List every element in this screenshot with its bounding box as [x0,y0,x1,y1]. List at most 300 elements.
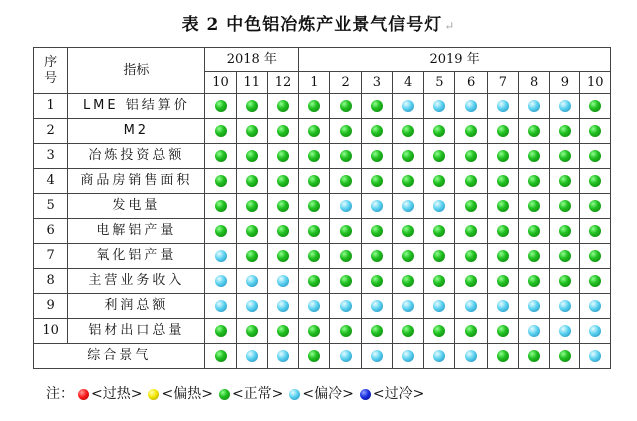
signal-cell [267,269,298,294]
signal-cell [361,94,392,119]
signal-cell [424,169,455,194]
row-indicator: 氧化铝产量 [68,244,205,269]
signal-cool-icon [215,275,227,287]
row-seq: 1 [34,94,68,119]
signal-cell [550,294,580,319]
signal-cell [455,294,487,319]
signal-cell [518,344,549,369]
signal-cell [236,269,267,294]
signal-cell [330,169,361,194]
signal-cell [205,194,236,219]
signal-cell [330,319,361,344]
signal-cool-icon [308,300,320,312]
signal-normal-icon [308,100,320,112]
signal-cool-icon [402,350,414,362]
month-header: 5 [424,72,455,94]
row-indicator: M2 [68,119,205,144]
signal-cool-icon [559,100,571,112]
signal-cool-icon [246,350,258,362]
signal-normal-icon [589,225,601,237]
signal-normal-icon [215,325,227,337]
signal-normal-icon [246,100,258,112]
row-indicator: 电解铝产量 [68,219,205,244]
signal-cell [487,319,518,344]
row-indicator: 商品房销售面积 [68,169,205,194]
month-header: 3 [361,72,392,94]
signal-normal-icon [433,175,445,187]
month-header: 1 [299,72,330,94]
signal-cell [299,169,330,194]
signal-normal-icon [528,200,540,212]
signal-normal-icon [277,125,289,137]
signal-cell [550,194,580,219]
signal-normal-icon [308,175,320,187]
signal-normal-icon [371,175,383,187]
year-2018-header: 2018 年 [205,48,299,72]
signal-cell [267,294,298,319]
signal-normal-icon [277,100,289,112]
signal-cell [424,194,455,219]
signal-cool-icon [246,300,258,312]
signal-normal-icon [465,250,477,262]
signal-normal-icon [433,125,445,137]
signal-normal-icon [340,275,352,287]
signal-normal-icon [559,175,571,187]
signal-cell [236,294,267,319]
legend-label: <过冷> [372,386,425,402]
signal-cell [299,294,330,319]
signal-cell [518,94,549,119]
signal-cell [267,344,298,369]
signal-cell [330,269,361,294]
signal-normal-icon [528,225,540,237]
signal-cell [455,144,487,169]
row-seq: 8 [34,269,68,294]
signal-cell [330,294,361,319]
signal-cool-icon [559,325,571,337]
signal-cool-icon [433,300,445,312]
signal-cell [205,269,236,294]
signal-normal-icon [497,175,509,187]
signal-normal-icon [465,150,477,162]
signal-normal-icon [246,125,258,137]
signal-normal-icon [465,225,477,237]
signal-cell [487,244,518,269]
signal-cell [580,244,611,269]
signal-normal-icon [215,175,227,187]
row-indicator: 铝材出口总量 [68,319,205,344]
signal-normal-icon [215,100,227,112]
signal-normal-icon [465,325,477,337]
signal-cool-icon [289,389,300,400]
signal-cell [205,344,236,369]
signal-cell [580,194,611,219]
signal-cell [455,194,487,219]
signal-cell [205,119,236,144]
signal-normal-icon [308,275,320,287]
signal-cell [392,94,423,119]
signal-cell [392,344,423,369]
table-title-text: 表 2 中色铝冶炼产业景气信号灯 [181,15,443,35]
signal-cell [487,219,518,244]
legend-item-hot [78,383,142,403]
signal-cell [424,219,455,244]
year-2019-header: 2019 年 [299,48,611,72]
signal-cell [455,269,487,294]
signal-normal-icon [433,250,445,262]
signal-cool-icon [215,300,227,312]
table-row [34,319,611,344]
signal-normal-icon [433,275,445,287]
signal-cell [550,144,580,169]
signal-normal-icon [246,225,258,237]
signal-cell [550,169,580,194]
signal-normal-icon [371,100,383,112]
signal-normal-icon [559,250,571,262]
signal-cell [361,194,392,219]
signal-cell [392,269,423,294]
legend-item-cool [289,383,353,403]
signal-cell [267,244,298,269]
signal-normal-icon [559,150,571,162]
row-seq: 2 [34,119,68,144]
signal-normal-icon [497,150,509,162]
signal-normal-icon [308,150,320,162]
signal-cell [487,294,518,319]
signal-normal-icon [528,275,540,287]
signal-normal-icon [308,325,320,337]
signal-cell [518,319,549,344]
signal-normal-icon [402,225,414,237]
legend-label: <偏热> [161,386,213,402]
signal-cell [455,169,487,194]
signal-normal-icon [246,150,258,162]
signal-normal-icon [497,325,509,337]
signal-cool-icon [402,300,414,312]
signal-cell [580,344,611,369]
signal-normal-icon [402,250,414,262]
seq-header: 序号 [34,48,68,94]
signal-normal-icon [465,275,477,287]
signal-normal-icon [402,325,414,337]
signal-cell [205,94,236,119]
signal-cool-icon [528,300,540,312]
signal-cell [236,344,267,369]
signal-cell [550,119,580,144]
signal-cell [330,219,361,244]
signal-normal-icon [559,125,571,137]
signal-cool-icon [433,200,445,212]
signal-cell [361,319,392,344]
signal-cell [205,144,236,169]
signal-normal-icon [340,100,352,112]
signal-cool-icon [340,300,352,312]
signal-normal-icon [277,150,289,162]
signal-cell [392,319,423,344]
signal-cell [487,344,518,369]
signal-normal-icon [308,125,320,137]
legend-item-warm [148,383,212,403]
row-seq: 6 [34,219,68,244]
signal-normal-icon [308,350,320,362]
signal-cell [392,219,423,244]
signal-cell [392,294,423,319]
signal-normal-icon [528,175,540,187]
signal-cell [330,144,361,169]
signal-normal-icon [497,275,509,287]
table-row [34,119,611,144]
signal-cell [236,319,267,344]
row-seq: 3 [34,144,68,169]
table-row [34,219,611,244]
signal-cell [550,344,580,369]
signal-cool-icon [277,350,289,362]
signal-cell [299,119,330,144]
signal-cell [518,244,549,269]
signal-cell [455,219,487,244]
signal-cell [236,244,267,269]
table-row [34,94,611,119]
signal-cell [267,219,298,244]
signal-cell [580,269,611,294]
signal-normal-icon [308,250,320,262]
signal-cell [455,94,487,119]
signal-cell [299,194,330,219]
signal-cool-icon [402,200,414,212]
signal-cell [205,294,236,319]
signal-cell [330,94,361,119]
signal-cool-icon [528,100,540,112]
signal-cell [361,294,392,319]
signal-cell [518,144,549,169]
signal-normal-icon [215,225,227,237]
signal-normal-icon [371,250,383,262]
signal-normal-icon [559,200,571,212]
signal-cool-icon [246,275,258,287]
signal-cell [487,169,518,194]
signal-normal-icon [340,325,352,337]
signal-normal-icon [497,125,509,137]
signal-cell [487,269,518,294]
signal-cell [361,244,392,269]
signal-cell [361,344,392,369]
signal-cool-icon [371,300,383,312]
signal-hot-icon [78,389,89,400]
signal-cell [424,319,455,344]
signal-cell [518,294,549,319]
signal-cell [424,144,455,169]
signal-cool-icon [371,350,383,362]
signal-cell [550,219,580,244]
row-seq: 7 [34,244,68,269]
month-header: 2 [330,72,361,94]
legend [46,383,430,403]
signal-normal-icon [559,275,571,287]
table-row [34,169,611,194]
signal-cell [424,119,455,144]
signal-cell [361,144,392,169]
signal-cell [518,119,549,144]
signal-normal-icon [371,150,383,162]
legend-label: <偏冷> [302,386,354,402]
signal-cell [299,269,330,294]
signal-cell [205,244,236,269]
signal-cell [236,144,267,169]
signal-normal-icon [215,125,227,137]
signal-normal-icon [528,250,540,262]
signal-normal-icon [465,175,477,187]
signal-cell [299,94,330,119]
signal-cell [299,319,330,344]
signal-cell [580,144,611,169]
table-row [34,269,611,294]
signal-cool-icon [528,325,540,337]
signal-cell [455,119,487,144]
signal-cell [424,244,455,269]
signal-normal-icon [559,350,571,362]
signal-cool-icon [497,300,509,312]
signal-normal-icon [340,225,352,237]
signal-normal-icon [528,125,540,137]
signal-cell [455,344,487,369]
signal-cell [267,169,298,194]
signal-cell [392,169,423,194]
signal-cool-icon [402,100,414,112]
signal-normal-icon [589,150,601,162]
signal-cell [267,144,298,169]
signal-cell [267,319,298,344]
signal-cool-icon [465,100,477,112]
signal-normal-icon [528,150,540,162]
signal-normal-icon [277,225,289,237]
signal-cell [487,194,518,219]
signal-normal-icon [246,250,258,262]
table-row [34,244,611,269]
signal-cell [361,119,392,144]
month-header: 10 [205,72,236,94]
signal-cell [236,219,267,244]
signal-cool-icon [589,325,601,337]
legend-label: <正常> [231,386,284,402]
signal-cool-icon [589,300,601,312]
signal-cell [330,194,361,219]
signal-normal-icon [308,200,320,212]
indicator-header: 指标 [68,48,205,94]
signal-cell [580,294,611,319]
signal-cell [580,169,611,194]
signal-normal-icon [215,350,227,362]
signal-normal-icon [402,175,414,187]
signal-normal-icon [277,325,289,337]
signal-normal-icon [277,250,289,262]
signal-cool-icon [465,350,477,362]
signal-cell [361,219,392,244]
signal-cell [392,144,423,169]
signal-cell [267,119,298,144]
header-row-years [34,48,611,72]
signal-cool-icon [465,300,477,312]
signal-cell [205,219,236,244]
signal-normal-icon [559,225,571,237]
signal-normal-icon [528,350,540,362]
signal-normal-icon [402,125,414,137]
signal-normal-icon [465,125,477,137]
signal-cell [205,319,236,344]
signal-cell [580,94,611,119]
signal-cell [455,244,487,269]
signal-normal-icon [589,125,601,137]
signal-cell [487,119,518,144]
month-header: 8 [518,72,549,94]
signal-cool-icon [559,300,571,312]
signal-normal-icon [402,275,414,287]
signal-normal-icon [277,200,289,212]
signal-normal-icon [465,200,477,212]
signal-cell [580,319,611,344]
signal-normal-icon [277,175,289,187]
signal-cell [236,119,267,144]
signal-normal-icon [589,250,601,262]
row-indicator: LME 铝结算价 [68,94,205,119]
signal-normal-icon [371,325,383,337]
signal-cell [299,144,330,169]
signal-normal-icon [589,100,601,112]
signal-cool-icon [340,200,352,212]
signal-cell [330,119,361,144]
signal-cell [236,169,267,194]
signal-normal-icon [246,200,258,212]
signal-cell [330,244,361,269]
signal-normal-icon [497,250,509,262]
signal-normal-icon [589,175,601,187]
signal-cool-icon [433,350,445,362]
legend-label: <过热> [91,386,143,402]
signal-cell [267,194,298,219]
signal-normal-icon [433,225,445,237]
composite-label: 综合景气 [34,344,205,369]
signal-cool-icon [277,300,289,312]
signal-cell [424,94,455,119]
signal-cell [299,244,330,269]
signal-cool-icon [340,350,352,362]
paragraph-mark-icon: ↵ [444,19,456,33]
signal-cell [580,119,611,144]
signal-cell [392,244,423,269]
signal-normal-icon [371,275,383,287]
signal-cell [518,219,549,244]
row-indicator: 主营业务收入 [68,269,205,294]
month-header: 4 [392,72,423,94]
signal-cell [299,219,330,244]
signal-cool-icon [433,100,445,112]
row-seq: 5 [34,194,68,219]
signal-normal-icon [371,125,383,137]
signal-normal-icon [497,225,509,237]
signal-cell [550,94,580,119]
signal-cool-icon [589,350,601,362]
row-seq: 4 [34,169,68,194]
legend-prefix: 注： [46,386,74,402]
signal-normal-icon [219,389,230,400]
signal-cell [518,269,549,294]
signal-cell [550,244,580,269]
table-row [34,194,611,219]
table-row [34,144,611,169]
signal-warm-icon [148,389,159,400]
signal-cell [518,169,549,194]
signal-normal-icon [497,200,509,212]
row-indicator: 冶炼投资总额 [68,144,205,169]
